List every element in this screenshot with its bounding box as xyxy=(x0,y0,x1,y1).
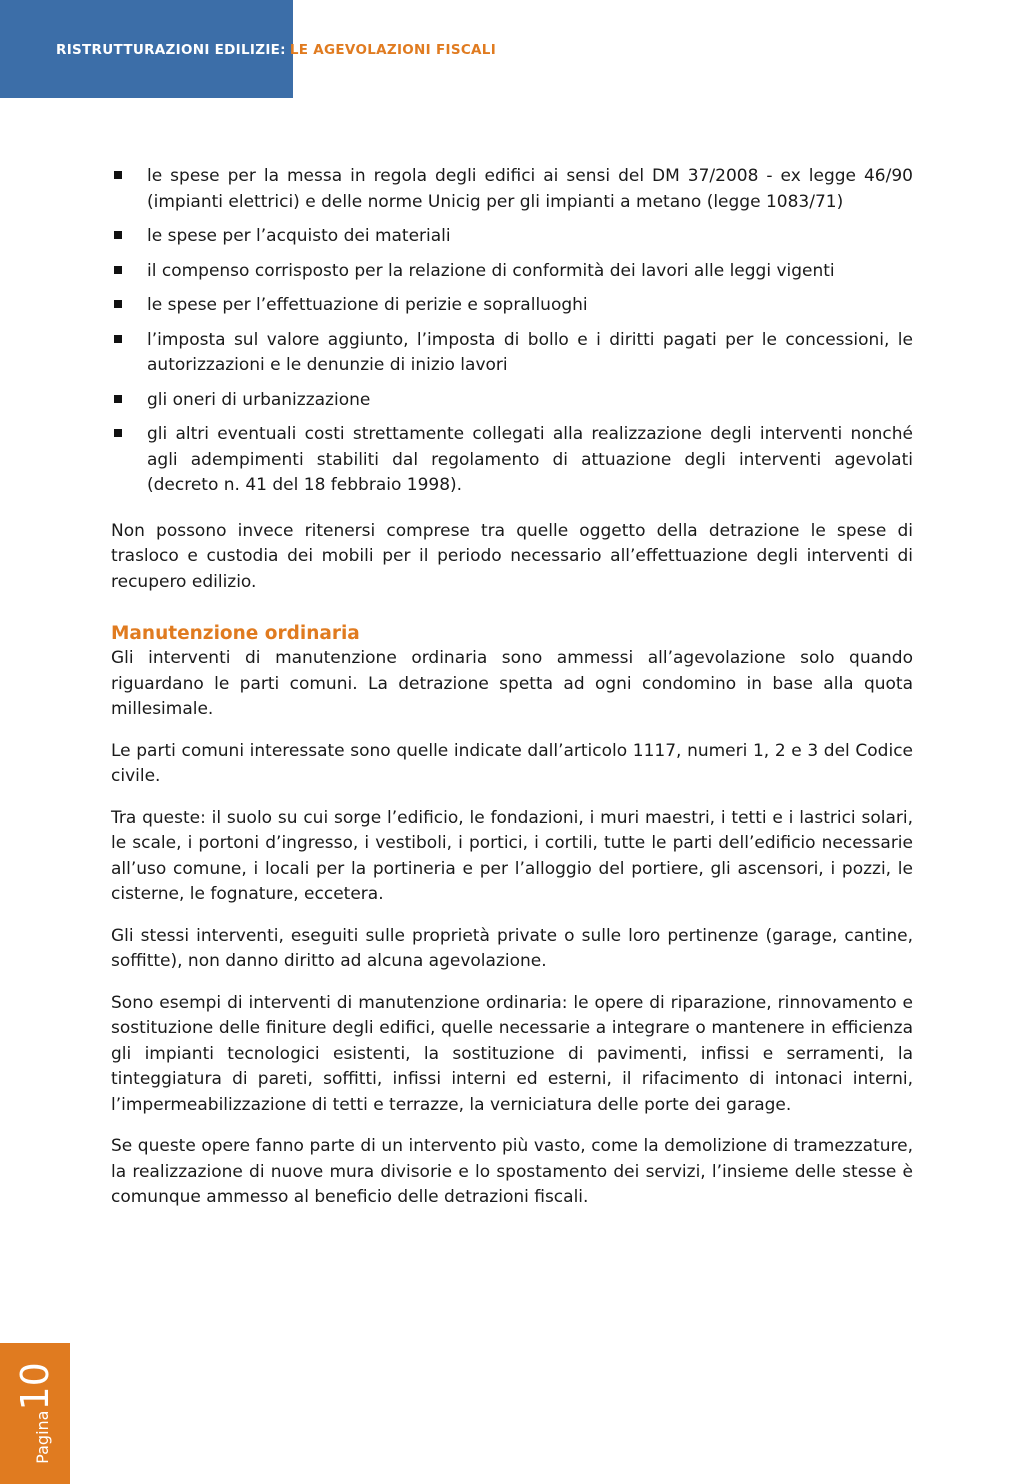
exclusion-paragraph: Non possono invece ritenersi comprese tra quelle oggetto della detrazione le spese di trasloco e custodia dei mobili per il periodo necessario all’effettuazione degli interventi di recupero edilizio. xyxy=(111,520,913,592)
body-paragraph: Gli stessi interventi, eseguiti sulle proprietà private o sulle loro pertinenze (garage, cantine, soffitte), non danno diritto ad alcuna agevolazione. xyxy=(111,925,913,971)
square-bullet-icon xyxy=(114,171,122,179)
page-label: Pagina xyxy=(33,1410,52,1464)
document-header-title xyxy=(56,42,496,58)
page-number-tab xyxy=(0,1343,70,1484)
list-item-text: le spese per la messa in regola degli edifici ai sensi del DM 37/2008 - ex legge 46/90 (impianti elettrici) e delle norme Unicig per gli impianti a metano (legge 1083/71) xyxy=(147,166,913,212)
header-title-sub: LE AGEVOLAZIONI FISCALI xyxy=(289,42,497,58)
body-paragraph: Gli interventi di manutenzione ordinaria sono ammessi all’agevolazione solo quando riguardano le parti comuni. La detrazione spetta ad ogni condomino in base alla quota millesimale. xyxy=(111,648,913,719)
list-item-text: gli oneri di urbanizzazione xyxy=(147,389,371,410)
square-bullet-icon xyxy=(114,395,122,403)
list-item xyxy=(111,293,913,319)
list-item-text: l’imposta sul valore aggiunto, l’imposta di bollo e i diritti pagati per le concessioni, le autorizzazioni e le denunzie di inizio lavori xyxy=(147,329,913,375)
list-item-text: le spese per l’effettuazione di perizie e sopralluoghi xyxy=(147,295,588,315)
list-item-text: il compenso corrisposto per la relazione di conformità dei lavori alle leggi vigenti xyxy=(147,260,835,281)
body-paragraph: Sono esempi di interventi di manutenzione ordinaria: le opere di riparazione, rinnovamento e sostituzione delle finiture degli edifici, quelle necessarie a integrare o mantenere in efficienza gli impianti tecnologici esistenti, la sostituzione di pavimenti, infissi e serramenti, la tinteggiatura di pareti, soffitti, infissi interni ed esterni, il rifacimento di intonaci interni, l’impermeabilizzazione di tetti e terrazze, la verniciatura delle porte dei garage. xyxy=(111,992,913,1115)
page-number-label xyxy=(13,1362,57,1464)
body-paragraph: Le parti comuni interessate sono quelle indicate dall’articolo 1117, numeri 1, 2 e 3 del Codice civile. xyxy=(111,740,913,786)
list-item xyxy=(111,328,913,379)
page-number: 10 xyxy=(13,1362,57,1411)
expense-bullet-list xyxy=(111,164,913,499)
list-item xyxy=(111,422,913,499)
square-bullet-icon xyxy=(114,335,122,343)
header-title-main: RISTRUTTURAZIONI EDILIZIE: xyxy=(56,42,286,58)
square-bullet-icon xyxy=(114,231,122,239)
list-item xyxy=(111,164,913,215)
square-bullet-icon xyxy=(114,266,122,274)
list-item xyxy=(111,224,913,250)
body-paragraph: Tra queste: il suolo su cui sorge l’edificio, le fondazioni, i muri maestri, i tetti e i lastrici solari, le scale, i portoni d’ingresso, i vestiboli, i portici, i cortili, tutte le parti dell’edificio necessarie all’uso comune, i locali per la portineria e per l’alloggio del portiere, gli ascensori, i pozzi, le cisterne, le fognature, eccetera. xyxy=(111,807,913,904)
square-bullet-icon xyxy=(114,429,122,437)
list-item xyxy=(111,388,913,414)
square-bullet-icon xyxy=(114,300,122,308)
body-paragraph: Se queste opere fanno parte di un intervento più vasto, come la demolizione di tramezzature, la realizzazione di nuove mura divisorie e lo spostamento dei servizi, l’insieme delle stesse è comunque ammesso al beneficio delle detrazioni fiscali. xyxy=(111,1136,913,1207)
list-item-text: gli altri eventuali costi strettamente collegati alla realizzazione degli interventi nonché agli adempimenti stabiliti dal regolamento di attuazione degli interventi agevolati (decreto n. 41 del 18 febbraio 1998). xyxy=(147,424,913,495)
list-item xyxy=(111,259,913,285)
list-item-text: le spese per l’acquisto dei materiali xyxy=(147,226,451,246)
page-content xyxy=(111,164,913,1211)
section-heading: Manutenzione ordinaria xyxy=(111,623,360,644)
